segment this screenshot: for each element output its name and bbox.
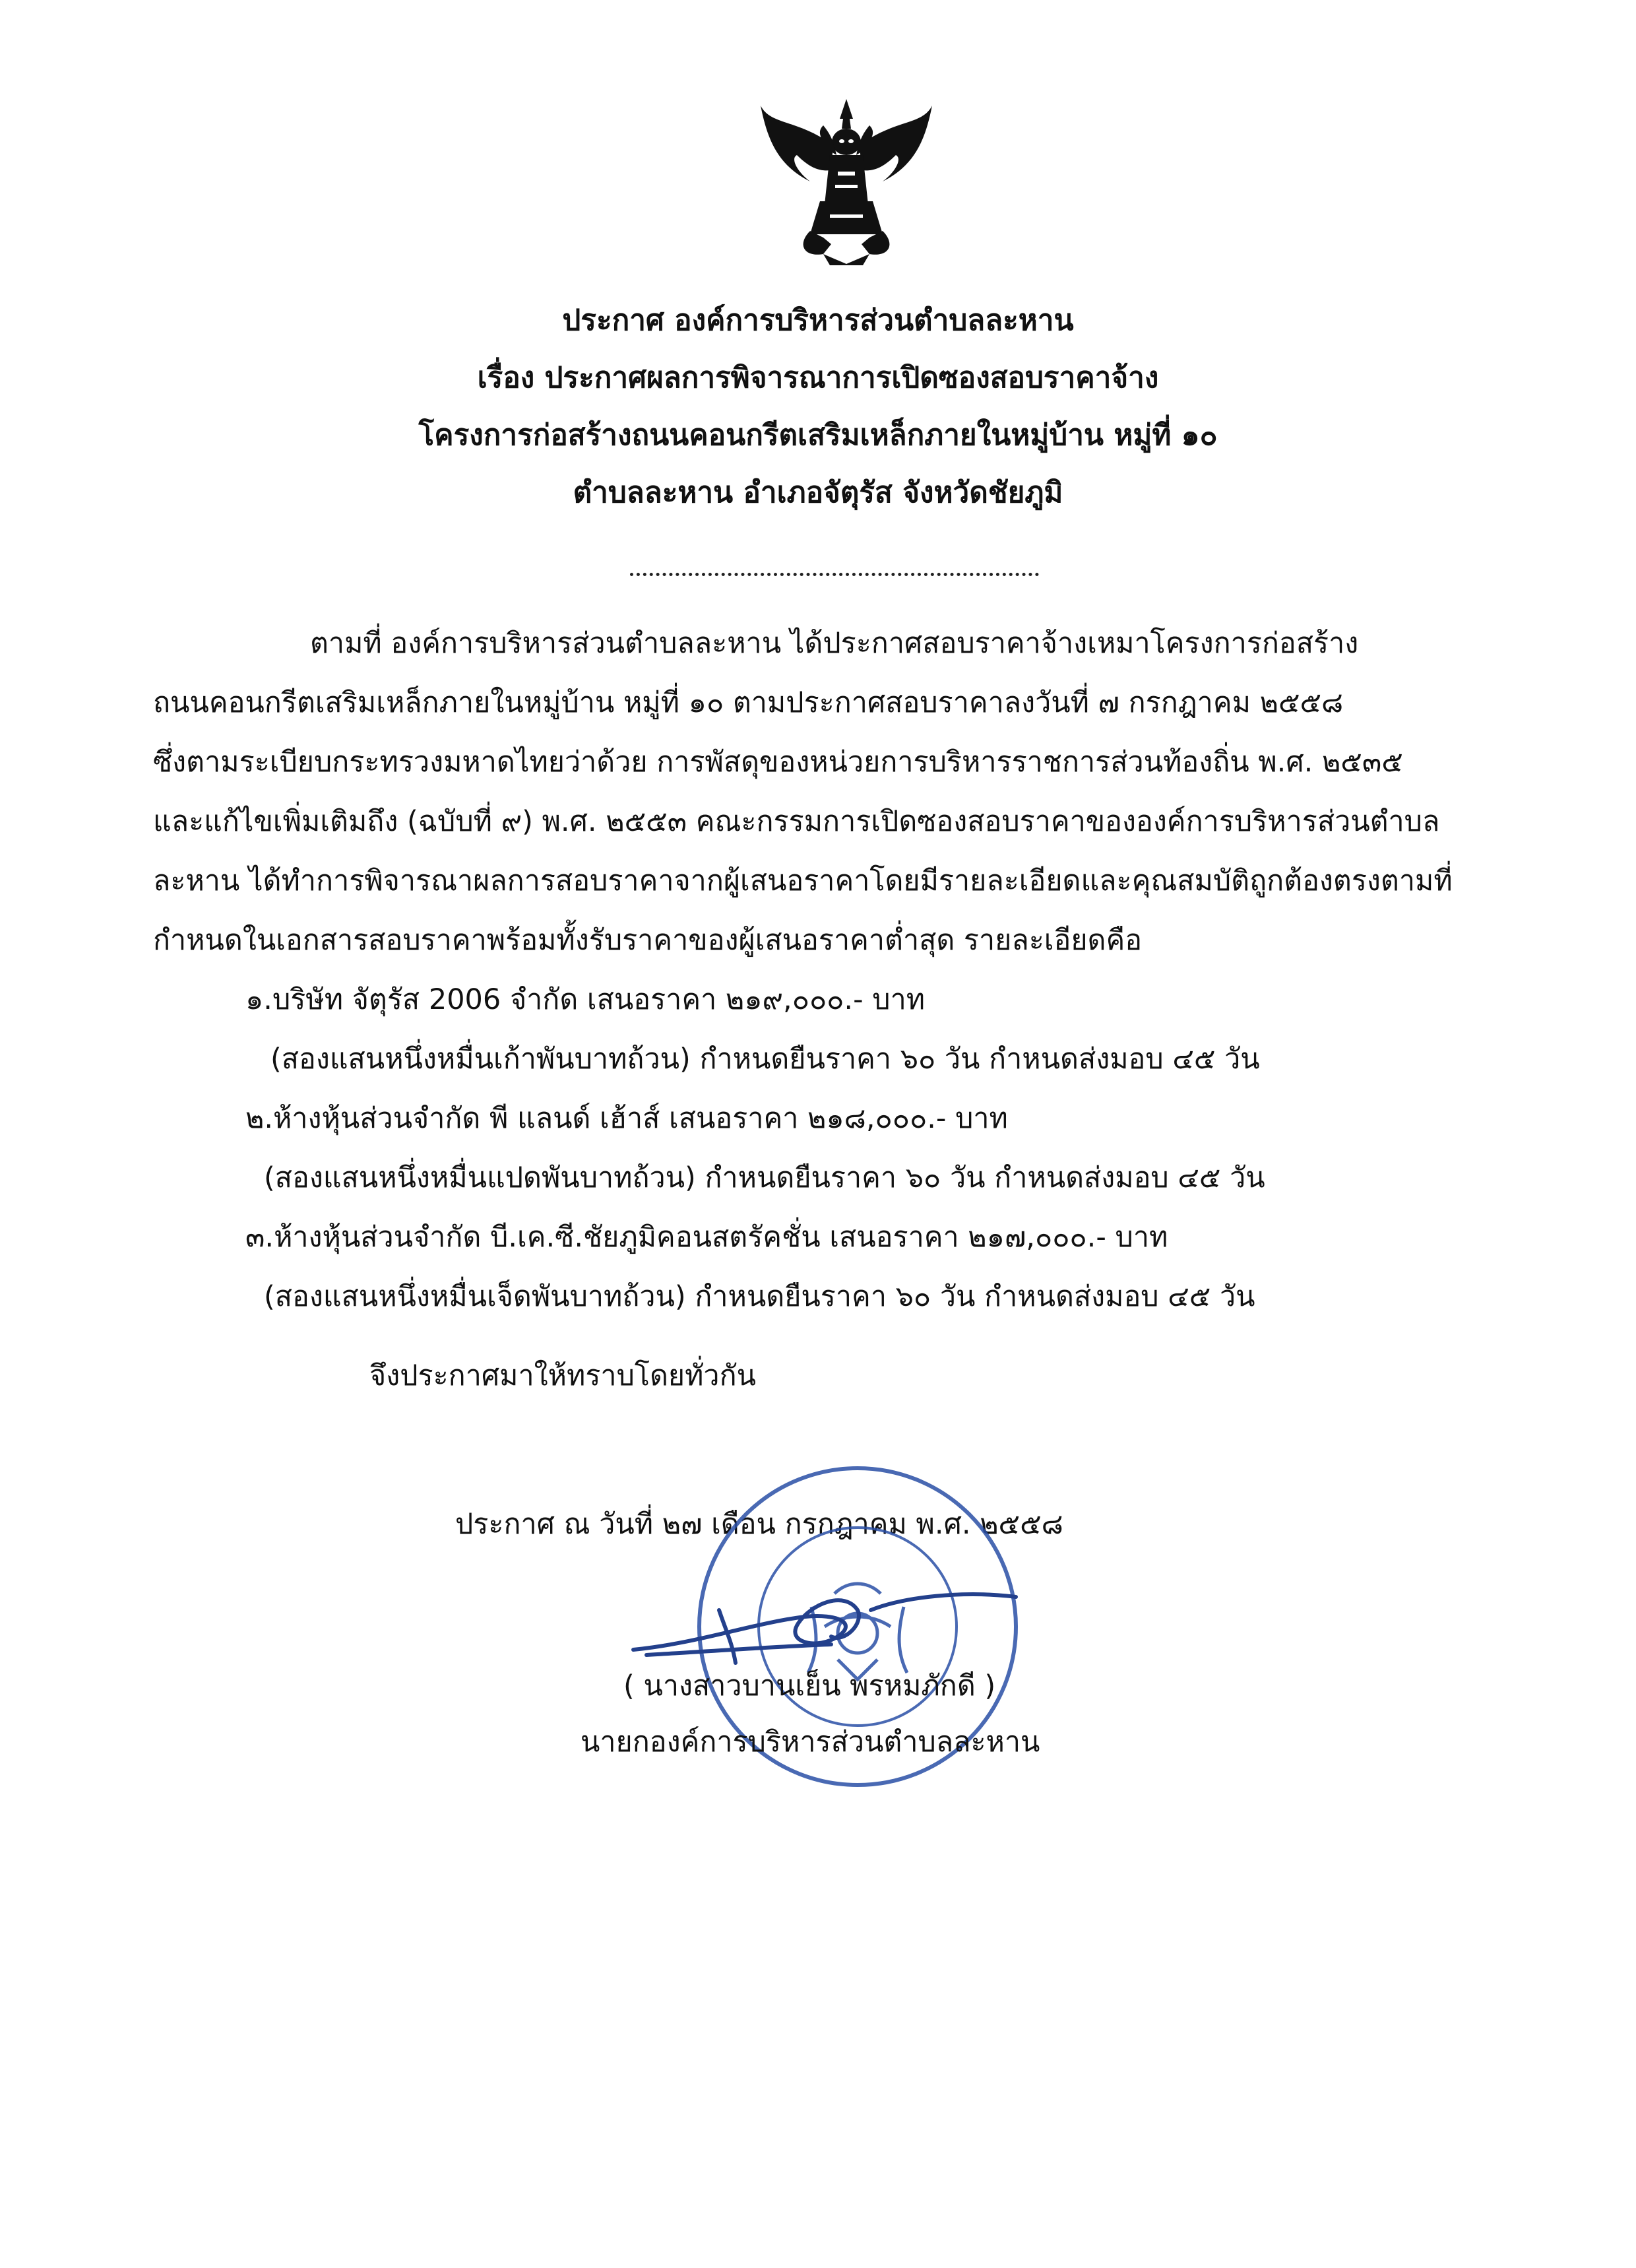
bid-line: ๑.บริษัท จัตุรัส 2006 จำกัด เสนอราคา ๒๑๙,๐๐๐.- บาท (245, 983, 926, 1016)
signer-title: นายกองค์การบริหารส่วนตำบลละหาน (581, 1726, 1040, 1759)
bid-detail: (สองแสนหนึ่งหมื่นแปดพันบาทถ้วน) กำหนดยืนราคา ๖๐ วัน กำหนดส่งมอบ ๔๕ วัน (264, 1161, 1265, 1194)
paragraph-line: กำหนดในเอกสารสอบราคาพร้อมทั้งรับราคาของผู้เสนอราคาต่ำสุด รายละเอียดคือ (153, 924, 1143, 957)
dotted-divider (630, 573, 1039, 576)
paragraph-line: ซึ่งตามระเบียบกระทรวงมหาดไทยว่าด้วย การพัสดุของหน่วยการบริหารราชการส่วนท้องถิ่น พ.ศ. ๒๕๓๕ (153, 746, 1403, 779)
announcement-date: ประกาศ ณ วันที่ ๒๗ เดือน กรกฎาคม พ.ศ. ๒๕๕๘ (455, 1508, 1063, 1541)
signer-name: ( นางสาวบานเย็น พรหมภักดี ) (623, 1669, 996, 1702)
paragraph-line: และแก้ไขเพิ่มเติมถึง (ฉบับที่ ๙) พ.ศ. ๒๕๕๓ คณะกรรมการเปิดซองสอบราคาขององค์การบริหารส่วนตำบล (153, 805, 1440, 838)
bid-line: ๒.ห้างหุ้นส่วนจำกัด พี แลนด์ เฮ้าส์ เสนอราคา ๒๑๘,๐๐๐.- บาท (245, 1102, 1008, 1135)
bid-detail: (สองแสนหนึ่งหมื่นเจ็ดพันบาทถ้วน) กำหนดยืนราคา ๖๐ วัน กำหนดส่งมอบ ๔๕ วัน (264, 1280, 1255, 1313)
bid-line: ๓.ห้างหุ้นส่วนจำกัด บี.เค.ซี.ชัยภูมิคอนสตรัคชั่น เสนอราคา ๒๑๗,๐๐๐.- บาท (245, 1221, 1168, 1254)
closing-statement: จึงประกาศมาให้ทราบโดยทั่วกัน (369, 1359, 757, 1392)
bid-detail: (สองแสนหนึ่งหมื่นเก้าพันบาทถ้วน) กำหนดยืนราคา ๖๐ วัน กำหนดส่งมอบ ๔๕ วัน (270, 1043, 1260, 1076)
handwritten-signature (620, 1571, 1029, 1676)
subject-line: เรื่อง ประกาศผลการพิจารณาการเปิดซองสอบราคาจ้าง (477, 361, 1159, 395)
paragraph-line: ตามที่ องค์การบริหารส่วนตำบลละหาน ได้ประกาศสอบราคาจ้างเหมาโครงการก่อสร้าง (310, 627, 1359, 660)
location-line: ตำบลละหาน อำเภอจัตุรัส จังหวัดชัยภูมิ (573, 476, 1063, 509)
paragraph-line: ถนนคอนกรีตเสริมเหล็กภายในหมู่บ้าน หมู่ที่ ๑๐ ตามประกาศสอบราคาลงวันที่ ๗ กรกฎาคม ๒๕๕๘ (153, 686, 1344, 719)
project-line: โครงการก่อสร้างถนนคอนกรีตเสริมเหล็กภายในหมู่บ้าน หมู่ที่ ๑๐ (418, 418, 1218, 452)
announcement-title: ประกาศ องค์การบริหารส่วนตำบลละหาน (562, 304, 1074, 337)
garuda-emblem-icon (757, 92, 935, 271)
paragraph-line: ละหาน ได้ทำการพิจารณาผลการสอบราคาจากผู้เสนอราคาโดยมีรายละเอียดและคุณสมบัติถูกต้องตรงตามที่ (153, 864, 1453, 897)
